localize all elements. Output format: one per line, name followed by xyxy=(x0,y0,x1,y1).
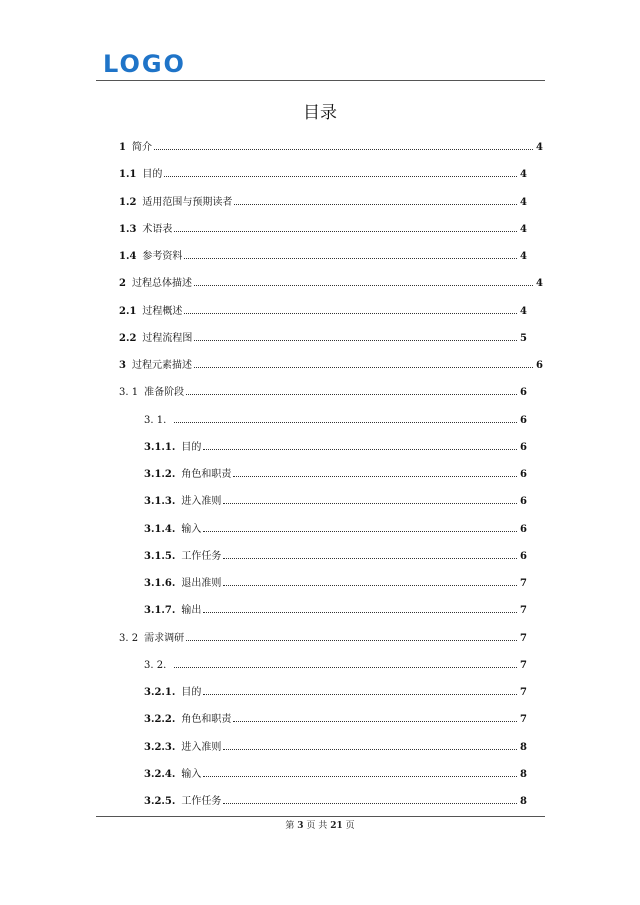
toc-leader-dots xyxy=(203,776,517,777)
toc-entry-text: 过程概述 xyxy=(142,305,183,317)
toc-entry-number: 3.1.5. xyxy=(144,550,176,562)
toc-leader-dots xyxy=(223,749,517,750)
toc-entry-number: 3. 1 xyxy=(119,387,139,399)
toc-entry-number: 3.1.4. xyxy=(144,523,176,535)
toc-entry[interactable] xyxy=(119,357,543,371)
toc-entry[interactable] xyxy=(144,739,527,753)
toc-entry-page: 6 xyxy=(536,360,543,371)
toc-entry-text: 参考资料 xyxy=(142,251,183,262)
page-footer xyxy=(0,818,640,831)
toc-leader-dots xyxy=(203,612,517,613)
toc-entry-page: 4 xyxy=(536,278,543,290)
toc-entry-text: 工作任务 xyxy=(181,550,222,562)
toc-entry-number: 3.1.3. xyxy=(144,496,176,508)
toc-entry-number: 3.1.2. xyxy=(144,469,176,480)
toc-entry-text: 准备阶段 xyxy=(144,387,185,399)
toc-leader-dots xyxy=(233,721,517,722)
toc-entry[interactable] xyxy=(119,194,527,208)
toc-entry[interactable] xyxy=(119,275,543,289)
toc-entry-page: 4 xyxy=(520,169,527,181)
toc-entry-page: 6 xyxy=(520,414,527,426)
toc-entry-text: 过程流程图 xyxy=(142,332,193,344)
toc-entry-page: 7 xyxy=(520,632,527,644)
toc-entry-text: 适用范围与预期读者 xyxy=(142,196,233,208)
toc-entry-page: 6 xyxy=(520,441,527,453)
toc-leader-dots xyxy=(174,231,517,232)
toc-entry-text: 角色和职责 xyxy=(181,469,232,480)
toc-entry[interactable] xyxy=(144,657,527,671)
toc-entry-page: 8 xyxy=(520,768,527,780)
toc-leader-dots xyxy=(186,640,517,641)
toc-entry-number: 3.2.1. xyxy=(144,687,176,698)
toc-leader-dots xyxy=(223,585,517,586)
toc-entry-text: 过程总体描述 xyxy=(131,278,192,290)
footer-current-page: 3 xyxy=(297,821,304,831)
toc-entry-page: 8 xyxy=(520,741,527,753)
toc-leader-dots xyxy=(194,285,533,286)
toc-entry[interactable] xyxy=(144,548,527,562)
toc-entry-number: 3 xyxy=(119,360,126,371)
toc-entry-page: 4 xyxy=(520,223,527,235)
toc-entry-number: 2 xyxy=(119,278,126,290)
toc-entry-text: 需求调研 xyxy=(144,632,185,644)
toc-entry-text: 工作任务 xyxy=(181,796,222,807)
toc-entry-number: 3.2.5. xyxy=(144,796,176,807)
toc-entry-number: 3.1.7. xyxy=(144,605,176,617)
toc-entry-page: 4 xyxy=(520,305,527,317)
toc-entry-text: 输入 xyxy=(181,523,202,535)
toc-entry-number: 1.2 xyxy=(119,196,137,208)
toc-entry-number: 1.3 xyxy=(119,223,137,235)
toc-entry-text: 目的 xyxy=(181,687,202,698)
toc-entry-text: 输入 xyxy=(181,768,202,780)
toc-entry-page: 4 xyxy=(536,142,543,153)
toc-leader-dots xyxy=(223,503,517,504)
toc-entry-page: 4 xyxy=(520,251,527,262)
toc-entry-text: 目的 xyxy=(181,441,202,453)
toc-entry-text: 简介 xyxy=(131,142,152,153)
toc-entry-page: 6 xyxy=(520,523,527,535)
footer-prefix: 第 xyxy=(285,821,295,831)
toc-entry[interactable] xyxy=(144,766,527,780)
toc-entry-number: 2.2 xyxy=(119,332,137,344)
logo: LOGO xyxy=(103,50,186,78)
footer-divider xyxy=(96,816,545,817)
toc-leader-dots xyxy=(203,449,517,450)
footer-total-pages: 21 xyxy=(330,821,343,831)
toc-entry[interactable] xyxy=(144,793,527,807)
toc-leader-dots xyxy=(194,340,517,341)
toc-entry[interactable] xyxy=(119,384,527,398)
toc-entry-number: 3. 2. xyxy=(144,659,167,671)
footer-mid2: 共 xyxy=(318,821,328,831)
toc-entry-page: 6 xyxy=(520,469,527,480)
toc-entry-text: 术语表 xyxy=(142,223,173,235)
toc-leader-dots xyxy=(223,803,517,804)
toc-entry-page: 5 xyxy=(520,332,527,344)
toc-entry[interactable] xyxy=(144,466,527,480)
toc-entry-number: 3.2.4. xyxy=(144,768,176,780)
toc-entry-number: 3. 1. xyxy=(144,414,167,426)
toc-title: 目录 xyxy=(303,103,337,123)
toc-leader-dots xyxy=(164,176,517,177)
toc-entry-page: 4 xyxy=(520,196,527,208)
toc-entry[interactable] xyxy=(144,684,527,698)
toc-entry-text: 退出准则 xyxy=(181,578,222,589)
toc-leader-dots xyxy=(223,558,517,559)
toc-entry-text: 进入准则 xyxy=(181,741,222,753)
toc-entry[interactable] xyxy=(144,521,527,535)
toc-entry-page: 7 xyxy=(520,578,527,589)
toc-entry[interactable] xyxy=(144,412,527,426)
toc-entry-number: 3.2.3. xyxy=(144,741,176,753)
footer-suffix: 页 xyxy=(345,821,355,831)
toc-entry-text: 过程元素描述 xyxy=(131,360,192,371)
toc-entry-text: 输出 xyxy=(181,605,202,617)
toc-entry[interactable] xyxy=(119,630,527,644)
toc-entry[interactable] xyxy=(144,575,527,589)
toc-entry[interactable] xyxy=(144,439,527,453)
toc-leader-dots xyxy=(234,204,517,205)
toc-entry-number: 2.1 xyxy=(119,305,137,317)
toc-entry-number: 1.4 xyxy=(119,251,137,262)
toc-entry-number: 1.1 xyxy=(119,169,137,181)
toc-entry-number: 3.1.6. xyxy=(144,578,176,589)
toc-leader-dots xyxy=(233,476,517,477)
toc-entry[interactable] xyxy=(144,711,527,725)
toc-leader-dots xyxy=(203,694,517,695)
toc-leader-dots xyxy=(184,313,517,314)
toc-leader-dots xyxy=(186,394,517,395)
toc-leader-dots xyxy=(203,531,517,532)
toc-entry[interactable] xyxy=(119,330,527,344)
toc-entry-number: 3.1.1. xyxy=(144,441,176,453)
toc-entry-page: 7 xyxy=(520,714,527,726)
toc-leader-dots xyxy=(194,367,533,368)
toc-entry[interactable] xyxy=(144,602,527,616)
toc-entry-text: 目的 xyxy=(142,169,163,181)
toc-entry-text: 进入准则 xyxy=(181,496,222,508)
toc-entry-page: 6 xyxy=(520,387,527,399)
footer-mid1: 页 xyxy=(306,821,316,831)
toc-entry[interactable] xyxy=(119,303,527,317)
toc-entry-page: 6 xyxy=(520,496,527,508)
toc-leader-dots xyxy=(154,149,533,150)
toc-leader-dots xyxy=(184,258,517,259)
toc-entry[interactable] xyxy=(119,139,543,153)
toc-entry-number: 1 xyxy=(119,142,126,153)
toc-entry[interactable] xyxy=(119,248,527,262)
toc-entry-text: 角色和职责 xyxy=(181,714,232,726)
toc-leader-dots xyxy=(174,422,517,423)
toc-entry-page: 7 xyxy=(520,659,527,671)
toc-entry-page: 6 xyxy=(520,550,527,562)
toc-entry-page: 7 xyxy=(520,605,527,617)
toc-entry[interactable] xyxy=(119,221,527,235)
toc-leader-dots xyxy=(174,667,517,668)
toc-entry-page: 8 xyxy=(520,796,527,807)
toc-entry[interactable] xyxy=(144,493,527,507)
toc-entry-page: 7 xyxy=(520,687,527,698)
toc-entry-number: 3.2.2. xyxy=(144,714,176,726)
toc-entry-number: 3. 2 xyxy=(119,632,139,644)
toc-entry[interactable] xyxy=(119,166,527,180)
